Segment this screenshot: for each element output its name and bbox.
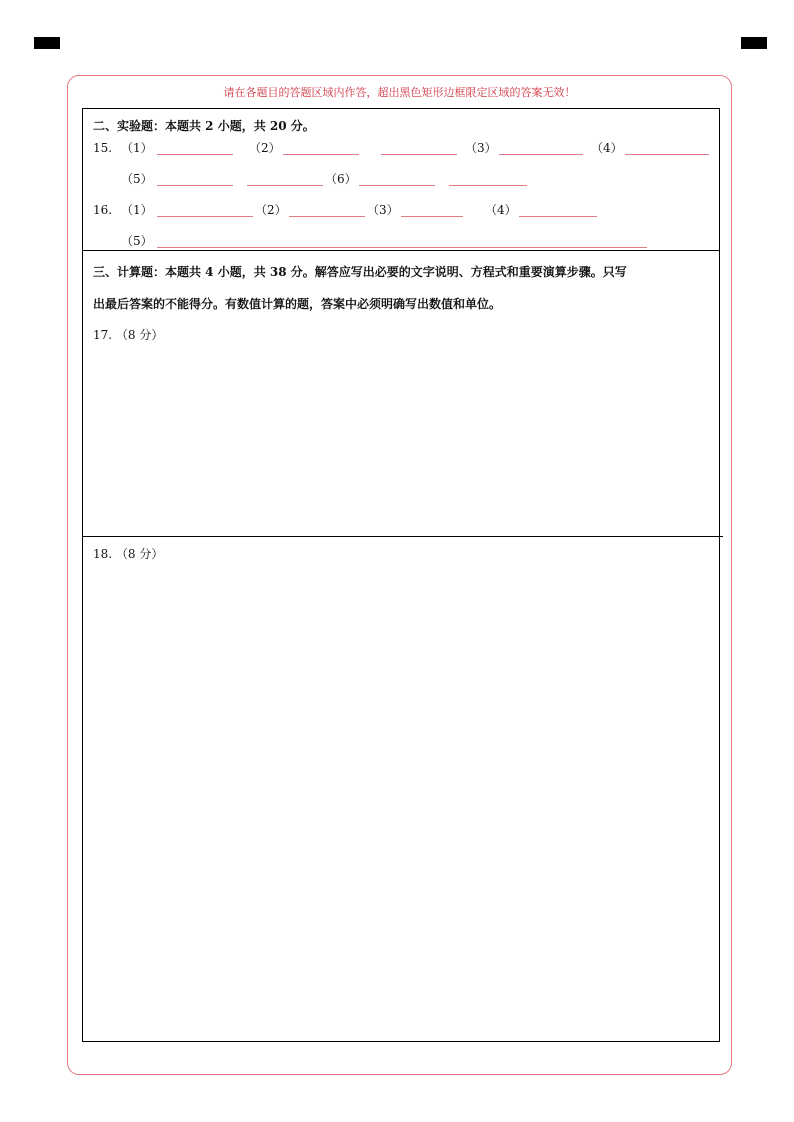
section-3-title-line-1: 三、计算题：本题共 4 小题，共 38 分。解答应写出必要的文字说明、方程式和重要演算步骤。只写 bbox=[93, 265, 627, 279]
q18-label: 18. （8 分） bbox=[93, 547, 164, 561]
q17-answer-area[interactable] bbox=[83, 345, 719, 535]
q16-part-1-blank[interactable] bbox=[157, 216, 253, 217]
q16-number: 16. bbox=[93, 203, 113, 217]
q17-label: 17. （8 分） bbox=[93, 328, 164, 342]
q15-part-5-blank-a[interactable] bbox=[157, 185, 233, 186]
q15-part-3-label: （3） bbox=[465, 141, 497, 155]
q16-part-3-blank[interactable] bbox=[401, 216, 463, 217]
q18-answer-area[interactable] bbox=[83, 565, 719, 1041]
q15-part-2-blank-a[interactable] bbox=[283, 154, 359, 155]
q15-part-2-blank-b[interactable] bbox=[381, 154, 457, 155]
q16-part-2-label: （2） bbox=[255, 203, 287, 217]
q15-part-2-label: （2） bbox=[249, 141, 281, 155]
question-divider bbox=[83, 536, 723, 537]
section-3-title-line-2: 出最后答案的不能得分。有数值计算的题，答案中必须明确写出数值和单位。 bbox=[93, 297, 502, 311]
q15-part-6-label: （6） bbox=[325, 172, 357, 186]
q15-part-5-blank-b[interactable] bbox=[247, 185, 323, 186]
q16-part-2-blank[interactable] bbox=[289, 216, 365, 217]
alignment-marker-left bbox=[34, 37, 60, 49]
q15-part-6-blank-b[interactable] bbox=[449, 185, 527, 186]
q16-part-3-label: （3） bbox=[367, 203, 399, 217]
q15-part-4-label: （4） bbox=[591, 141, 623, 155]
q15-part-3-blank[interactable] bbox=[499, 154, 583, 155]
answer-area-warning: 请在各题目的答题区域内作答，超出黑色矩形边框限定区域的答案无效！ bbox=[223, 86, 576, 99]
answer-region-box bbox=[82, 108, 720, 1042]
q15-part-1-label: （1） bbox=[121, 141, 153, 155]
q15-part-1-blank[interactable] bbox=[157, 154, 233, 155]
section-2-title: 二、实验题：本题共 2 小题，共 20 分。 bbox=[93, 119, 315, 133]
q15-number: 15. bbox=[93, 141, 113, 155]
q16-part-4-blank[interactable] bbox=[519, 216, 597, 217]
q16-part-4-label: （4） bbox=[485, 203, 517, 217]
q16-part-5-label: （5） bbox=[121, 234, 153, 248]
section-divider bbox=[83, 250, 719, 251]
q15-part-4-blank[interactable] bbox=[625, 154, 709, 155]
q15-part-5-label: （5） bbox=[121, 172, 153, 186]
q15-part-6-blank-a[interactable] bbox=[359, 185, 435, 186]
alignment-marker-right bbox=[741, 37, 767, 49]
q16-part-1-label: （1） bbox=[121, 203, 153, 217]
q16-part-5-blank[interactable] bbox=[157, 247, 647, 248]
